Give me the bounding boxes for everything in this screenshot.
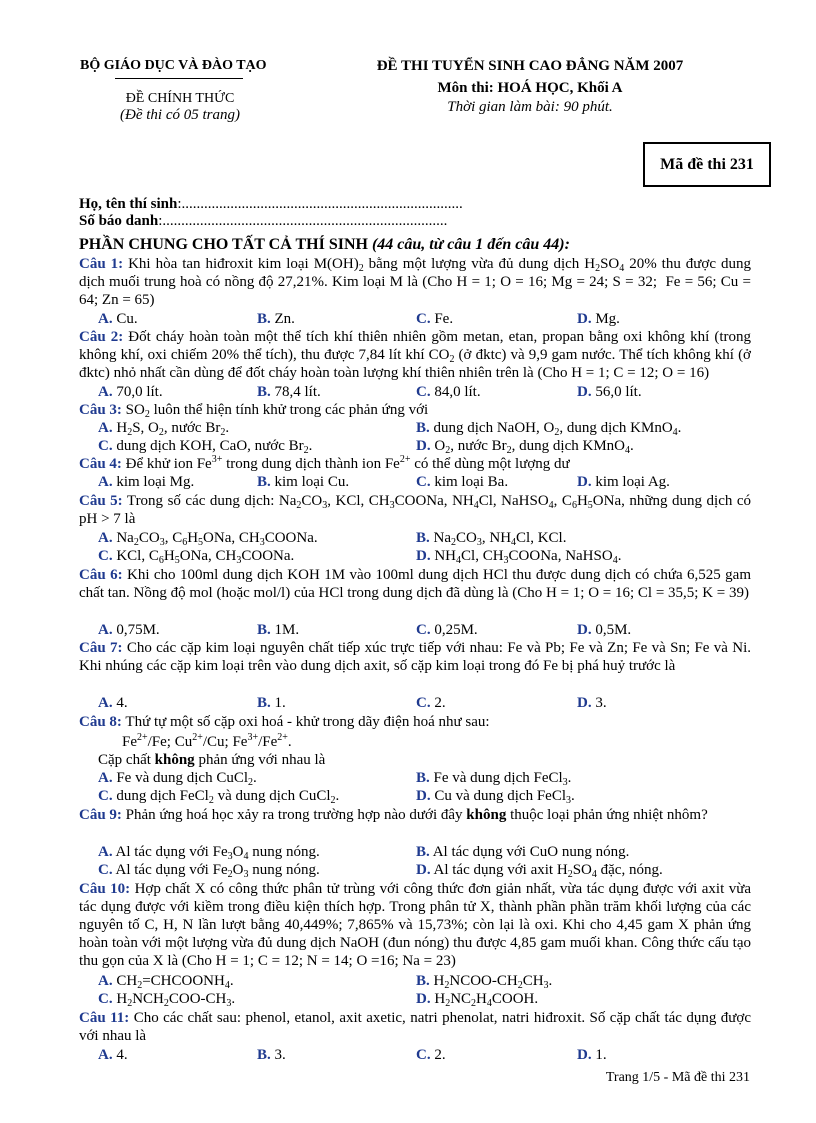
exam-duration: Thời gian làm bài: 90 phút. [447,99,613,115]
question-1: Câu 1: Khi hòa tan hiđroxit kim loại $M(OH)_2$ bằng một lượng vừa đủ dung dịch $H_2SO_4$ 20% thu được dung dịch muối trung hoà có nồng độ 27,21%. Kim loại M là (Cho H = 1; O = 16; Mg = 24; S = 32; Fe = 56; Cu = 64; Zn = 65) [79,256,751,308]
q4-option-a[interactable]: A. kim loại Mg. [98,474,195,490]
q2-option-d[interactable]: D. 56,0 lít. [577,384,642,400]
q9-option-b[interactable]: B. Al tác dụng với CuO nung nóng. [416,844,630,860]
q1-option-c[interactable]: C. Fe. [416,311,454,327]
question-6: Câu 6: Khi cho 100ml dung dịch KOH 1M vào 100ml dung dịch HCl thu được dung dịch có chứa 6,525 gam chất tan. Nồng độ mol (hoặc mol/l) của HCl trong dung dịch đã dùng là (Cho H = 1; O = 16; Cl = 35,5; K = 39) [79,567,751,601]
q2-option-a[interactable]: A. 70,0 lít. [98,384,163,400]
q6-option-a[interactable]: A. 0,75M. [98,622,160,638]
q9-option-a[interactable]: A. Al tác dụng với $Fe_3O_4$ nung nóng. [98,844,320,862]
q11-option-a[interactable]: A. 4. [98,1047,128,1063]
candidate-name-line [79,195,751,213]
candidate-id-line [79,212,751,230]
q10-option-d[interactable]: D. $H_2NC_2H_4COOH$. [416,991,539,1009]
question-11: Câu 11: Cho các chất sau: phenol, etanol, axit axetic, natri phenolat, natri hiđroxit. Số cặp chất tác dụng được với nhau là [79,1010,751,1044]
q11-option-c[interactable]: C. 2. [416,1047,446,1063]
q2-option-c[interactable]: C. 84,0 lít. [416,384,481,400]
q6-option-d[interactable]: D. 0,5M. [577,622,632,638]
question-5: Câu 5: Trong số các dung dịch: $Na_2CO_3$, KCl, $CH_3COONa$, $NH_4Cl$, NaHSO$_4$, $C_6H_5ONa$, những dung dịch có pH > 7 là [79,493,752,527]
section-note: (44 câu, từ câu 1 đến câu 44): [367,236,570,253]
q5-option-d[interactable]: D. $NH_4Cl$, $CH_3COONa$, NaHSO$_4$. [416,548,622,566]
question-2: Câu 2: Đốt cháy hoàn toàn một thể tích khí thiên nhiên gồm metan, etan, propan bằng oxi không khí (trong không khí, oxi chiếm 20% thể tích), thu được 7,84 lít khí $CO_2$ (ở đktc) và 9,9 gam nước. Thể tích không khí (ở đktc) nhỏ nhất cần dùng để đốt cháy hoàn toàn lượng khí thiên nhiên trên là (Cho H = 1; C = 12; O = 16) [79,329,751,381]
q6-option-c[interactable]: C. 0,25M. [416,622,478,638]
q1-option-a[interactable]: A. Cu. [98,311,138,327]
question-8: Câu 8: Thứ tự một số cặp oxi hoá - khử trong dãy điện hoá như sau: [79,714,490,730]
q7-option-a[interactable]: A. 4. [98,695,128,711]
exam-subject: Môn thi: HOÁ HỌC, Khối A [437,80,623,96]
header-divider [115,78,243,79]
q9-option-c[interactable]: C. Al tác dụng với $Fe_2O_3$ nung nóng. [98,862,320,880]
q5-option-b[interactable]: B. $Na_2CO_3$, $NH_4Cl$, KCl. [416,530,567,548]
q1-option-b[interactable]: B. Zn. [257,311,295,327]
candidate-id-dots: :............................................................................ [158,213,448,229]
candidate-name-label: Họ, tên thí sinh [79,196,178,212]
q10-option-c[interactable]: C. $H_2NCH_2COO-CH_3$. [98,991,236,1009]
q8-option-b[interactable]: B. Fe và dung dịch FeCl$_3$. [416,770,572,788]
q8-option-d[interactable]: D. Cu và dung dịch FeCl$_3$. [416,788,575,806]
pages-note: (Đề thi có 05 trang) [120,107,240,123]
q2-option-b[interactable]: B. 78,4 lít. [257,384,321,400]
question-10: Câu 10: Hợp chất X có công thức phân tử trùng với công thức đơn giản nhất, vừa tác dụng được với axit vừa tác dụng được với kiềm trong điều kiện thích hợp. Trong phân tử X, thành phần phần trăm khối lượng của các nguyên tố C, H, N lần lượt bằng 40,449%; 7,865% và 15,73%; còn lại là oxi. Khi cho 4,45 gam X phản ứng hoàn toàn với một lượng vừa đủ dung dịch NaOH (đun nóng) thu được 4,85 gam muối khan. Công thức cấu tạo thu gọn của X là (Cho H = 1; C = 12; N = 14; O =16; Na = 23) [79,881,751,969]
question-3: Câu 3: $SO_2$ luôn thể hiện tính khử trong các phản ứng với [79,402,429,420]
section-heading [79,236,751,254]
q11-option-d[interactable]: D. 1. [577,1047,607,1063]
q6-option-b[interactable]: B. 1M. [257,622,300,638]
exam-title: ĐỀ THI TUYỂN SINH CAO ĐẲNG NĂM 2007 [376,58,684,74]
q8-prompt: Cặp chất không phản ứng với nhau là [98,752,326,768]
q9-option-d[interactable]: D. Al tác dụng với axit $H_2SO_4$ đặc, nóng. [416,862,663,880]
section-title: PHẦN CHUNG CHO TẤT CẢ THÍ SINH [79,236,368,253]
official-label: ĐỀ CHÍNH THỨC [125,91,235,106]
exam-code: Mã đề thi 231 [660,155,754,173]
q3-option-b[interactable]: B. dung dịch NaOH, $O_2$, dung dịch KMnO$_4$. [416,420,682,438]
q10-option-a[interactable]: A. $CH_2=CHCOONH_4$. [98,973,234,991]
candidate-id-label: Số báo danh [79,213,159,229]
question-7: Câu 7: Cho các cặp kim loại nguyên chất tiếp xúc trực tiếp với nhau: Fe và Pb; Fe và Zn; Fe và Sn; Fe và Ni. Khi nhúng các cặp kim loại trên vào dung dịch axit, số cặp kim loại trong đó Fe bị phá huỷ trước là [79,640,752,674]
q8-option-a[interactable]: A. Fe và dung dịch CuCl$_2$. [98,770,257,788]
question-4: Câu 4: Để khử ion $Fe^{3+}$ trong dung dịch thành ion $Fe^{2+}$ có thể dùng một lượng dư [79,454,570,472]
q3-option-c[interactable]: C. dung dịch KOH, CaO, nước $Br_2$. [98,438,313,456]
q4-option-b[interactable]: B. kim loại Cu. [257,474,350,490]
q8-option-c[interactable]: C. dung dịch FeCl$_2$ và dung dịch CuCl$_2$. [98,788,340,806]
q8-series: $Fe^{2+}/Fe$; $Cu^{2+}/Cu$; $Fe^{3+}/Fe^{2+}$. [122,732,292,750]
q1-option-d[interactable]: D. Mg. [577,311,620,327]
q11-option-b[interactable]: B. 3. [257,1047,286,1063]
q7-option-b[interactable]: B. 1. [257,695,286,711]
page-footer: Trang 1/5 - Mã đề thi 231 [605,1070,750,1085]
q7-option-c[interactable]: C. 2. [416,695,446,711]
exam-code-box [643,142,771,187]
ministry-name: BỘ GIÁO DỤC VÀ ĐÀO TẠO [80,58,267,73]
q3-option-a[interactable]: A. $H_2S$, $O_2$, nước $Br_2$. [98,420,230,438]
candidate-name-dots: :........................................................................... [177,196,463,212]
q7-option-d[interactable]: D. 3. [577,695,607,711]
q4-option-d[interactable]: D. kim loại Ag. [577,474,670,490]
q5-option-c[interactable]: C. KCl, $C_6H_5ONa$, $CH_3COONa$. [98,548,295,566]
question-9: Câu 9: Phản ứng hoá học xảy ra trong trường hợp nào dưới đây không thuộc loại phản ứng nhiệt nhôm? [79,807,708,823]
q3-option-d[interactable]: D. $O_2$, nước $Br_2$, dung dịch KMnO$_4$. [416,438,634,456]
q5-option-a[interactable]: A. $Na_2CO_3$, $C_6H_5ONa$, $CH_3COONa$. [98,530,318,548]
q10-option-b[interactable]: B. $H_2NCOO-CH_2CH_3$. [416,973,553,991]
q4-option-c[interactable]: C. kim loại Ba. [416,474,509,490]
